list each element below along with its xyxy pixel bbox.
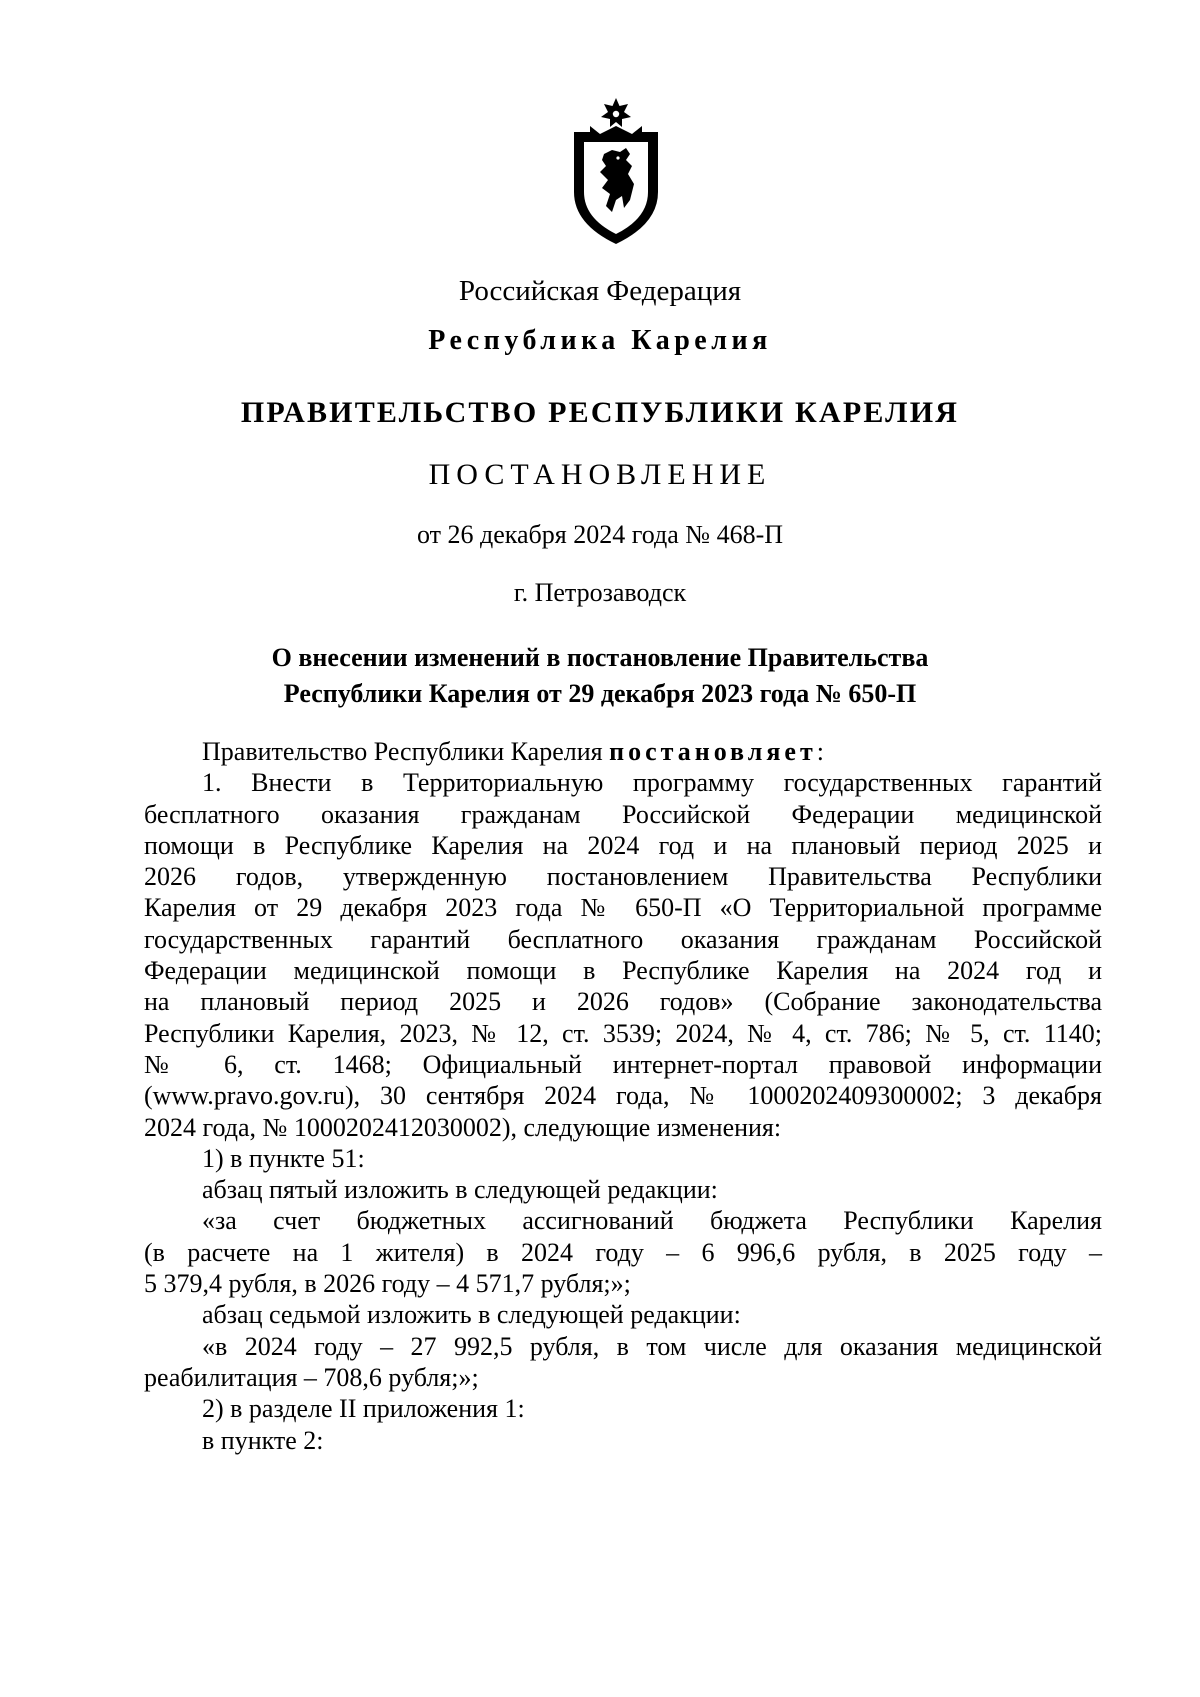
body-line: абзац пятый изложить в следующей редакции: — [202, 1175, 718, 1205]
body-line: реабилитация – 708,6 рубля;»; — [144, 1362, 479, 1392]
body-line: Карелия от 29 декабря 2023 года № 650-П «О Территориальной программе — [144, 893, 1102, 923]
intro-end: : — [816, 737, 824, 766]
resolves-word: постановляет — [609, 737, 817, 766]
body-line: помощи в Республике Карелия на 2024 год и на плановый период 2025 и — [144, 830, 1102, 860]
body-line: бесплатного оказания гражданам Российской Федерации медицинской — [144, 799, 1102, 829]
body-line: на плановый период 2025 и 2026 годов» (Собрание законодательства — [144, 987, 1102, 1017]
body-line: (в расчете на 1 жителя) в 2024 году – 6 996,6 рубля, в 2025 году – — [144, 1237, 1102, 1267]
intro-paragraph — [144, 736, 1102, 767]
body-line: государственных гарантий бесплатного оказания гражданам Российской — [144, 924, 1102, 954]
body-line: 2026 годов, утвержденную постановлением Правительства Республики — [144, 862, 1102, 892]
coat-of-arms-emblem — [568, 96, 664, 246]
body-line: «за счет бюджетных ассигнований бюджета Республики Карелия — [202, 1206, 1102, 1236]
body-line: абзац седьмой изложить в следующей редакции: — [202, 1300, 741, 1330]
body-line: 2) в разделе II приложения 1: — [202, 1394, 525, 1424]
intro-text: Правительство Республики Карелия — [202, 737, 610, 766]
body-line: Республики Карелия, 2023, № 12, ст. 3539; 2024, № 4, ст. 786; № 5, ст. 1140; — [144, 1018, 1102, 1048]
document-body — [144, 736, 1102, 1456]
title-line: Республики Карелия от 29 декабря 2023 года № 650-П — [283, 679, 917, 708]
document-type: ПОСТАНОВЛЕНИЕ — [428, 458, 772, 491]
body-line: 2024 года, № 1000202412030002), следующие изменения: — [144, 1112, 782, 1142]
date-number-line: от 26 декабря 2024 года № 468-П — [416, 520, 784, 549]
body-line: Федерации медицинской помощи в Республике Карелия на 2024 год и — [144, 956, 1102, 986]
body-line: 1) в пункте 51: — [202, 1143, 365, 1173]
body-line: «в 2024 году – 27 992,5 рубля, в том числе для оказания медицинской — [202, 1331, 1102, 1361]
body-line: 1. Внести в Территориальную программу государственных гарантий — [202, 768, 1102, 798]
title-line: О внесении изменений в постановление Правительства — [271, 643, 929, 672]
document-title — [0, 640, 1200, 712]
government-name: ПРАВИТЕЛЬСТВО РЕСПУБЛИКИ КАРЕЛИЯ — [240, 396, 960, 429]
body-line: 5 379,4 рубля, в 2026 году – 4 571,7 рубля;»; — [144, 1269, 631, 1299]
country-name: Российская Федерация — [458, 275, 742, 307]
body-line: (www.pravo.gov.ru), 30 сентября 2024 года, № 1000202409300002; 3 декабря — [144, 1081, 1102, 1111]
body-line: № 6, ст. 1468; Официальный интернет-портал правовой информации — [144, 1049, 1102, 1079]
republic-name: Республика Карелия — [428, 325, 772, 356]
city-name: г. Петрозаводск — [513, 578, 687, 607]
body-line: в пункте 2: — [202, 1425, 324, 1455]
